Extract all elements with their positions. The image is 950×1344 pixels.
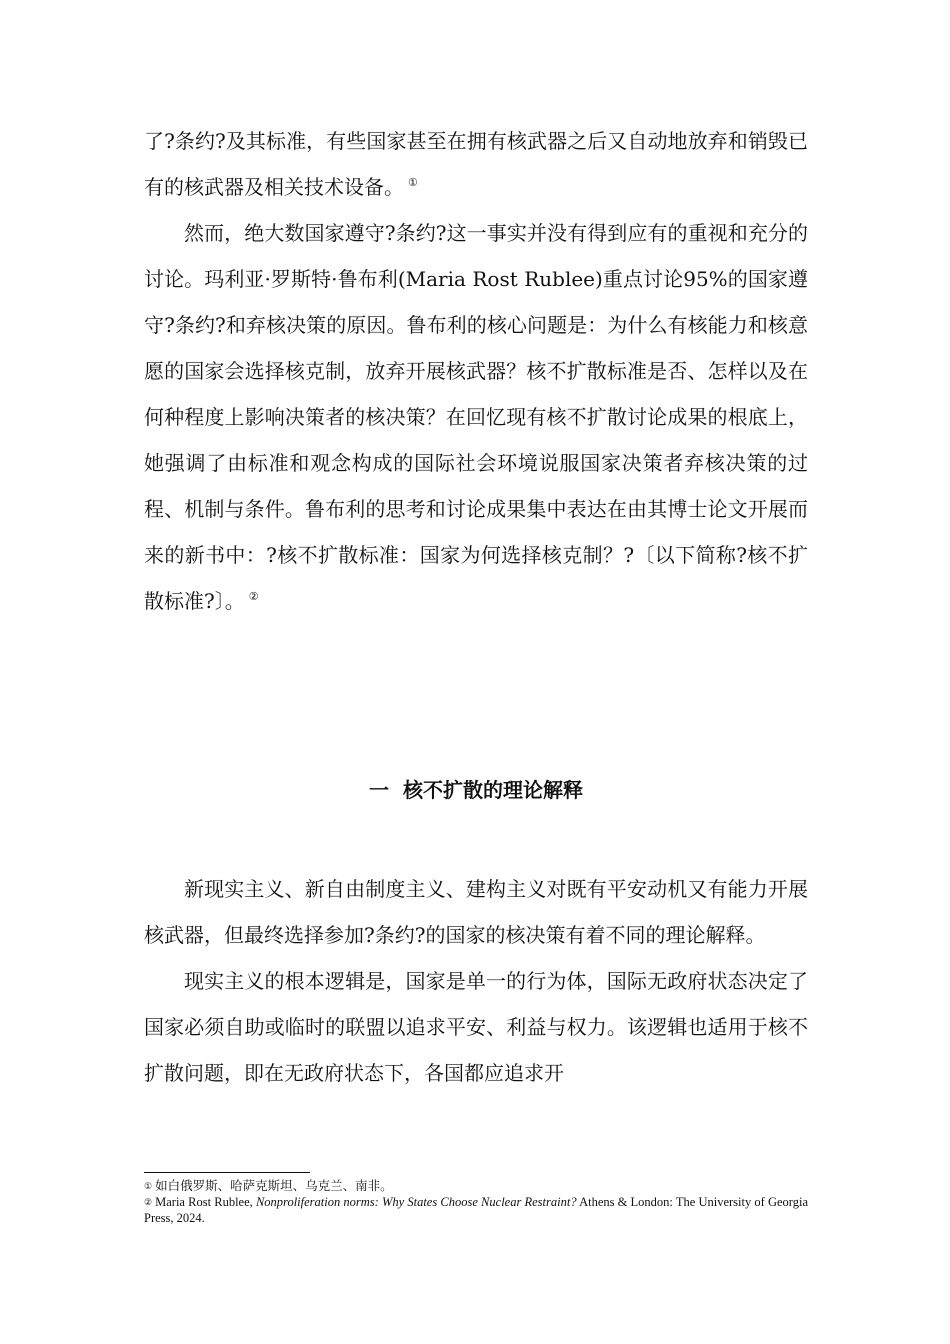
paragraph-continued xyxy=(144,118,808,210)
body-text-block-2 xyxy=(144,866,808,1096)
footnote-2-mark: ② xyxy=(144,1197,153,1207)
footnote-ref-2[interactable]: ② xyxy=(248,590,259,603)
section-heading xyxy=(144,770,808,810)
footnotes xyxy=(144,1178,808,1226)
footnote-ref-1[interactable]: ① xyxy=(408,176,418,189)
section-title: 核不扩散的理论解释 xyxy=(403,778,583,802)
body-text-block-1 xyxy=(144,118,808,624)
footnote-2-book-title: Nonproliferation norms: Why States Choose Nuclear Restraint? xyxy=(255,1195,577,1209)
paragraph-3: 新现实主义、新自由制度主义、建构主义对既有平安动机又有能力开展核武器，但最终选择参加?条约?的国家的核决策有着不同的理论解释。 xyxy=(144,877,808,947)
paragraph-2-text: 然而，绝大数国家遵守?条约?这一事实并没有得到应有的重视和充分的讨论。玛利亚·罗斯特·鲁布利(Maria Rost Rublee)重点讨论95%的国家遵守?条约?和弃核决策的原因。鲁布利的核心问题是：为什么有核能力和核意愿的国家会选择核克制，放弃开展核武器？核不扩散标准是否、怎样以及在何种程度上影响决策者的核决策？在回忆现有核不扩散讨论成果的根底上，她强调了由标准和观念构成的国际社会环境说服国家决策者弃核决策的过程、机制与条件。鲁布利的思考和讨论成果集中表达在由其博士论文开展而来的新书中：?核不扩散标准：国家为何选择核克制？?〔以下简称?核不扩散标准?〕。 xyxy=(144,221,808,613)
footnote-1-text: 如白俄罗斯、哈萨克斯坦、乌克兰、南非。 xyxy=(155,1179,393,1193)
paragraph-2 xyxy=(144,210,808,624)
paragraph-4: 现实主义的根本逻辑是，国家是单一的行为体，国际无政府状态决定了国家必须自助或临时的联盟以追求平安、利益与权力。该逻辑也适用于核不扩散问题，即在无政府状态下，各国都应追求开 xyxy=(144,969,808,1085)
footnote-2 xyxy=(144,1194,808,1226)
footnote-separator xyxy=(144,1172,310,1173)
footnote-1 xyxy=(144,1178,808,1194)
paragraph-1-text: 了?条约?及其标准，有些国家甚至在拥有核武器之后又自动地放弃和销毁已有的核武器及相关技术设备。 xyxy=(144,129,808,199)
footnote-2-publisher: Athens & London: The University of Georgia Press, 2024. xyxy=(144,1195,809,1225)
footnote-1-mark: ① xyxy=(144,1181,153,1191)
footnote-2-author: Maria Rost Rublee, xyxy=(155,1195,256,1209)
section-number: 一 xyxy=(369,778,389,802)
